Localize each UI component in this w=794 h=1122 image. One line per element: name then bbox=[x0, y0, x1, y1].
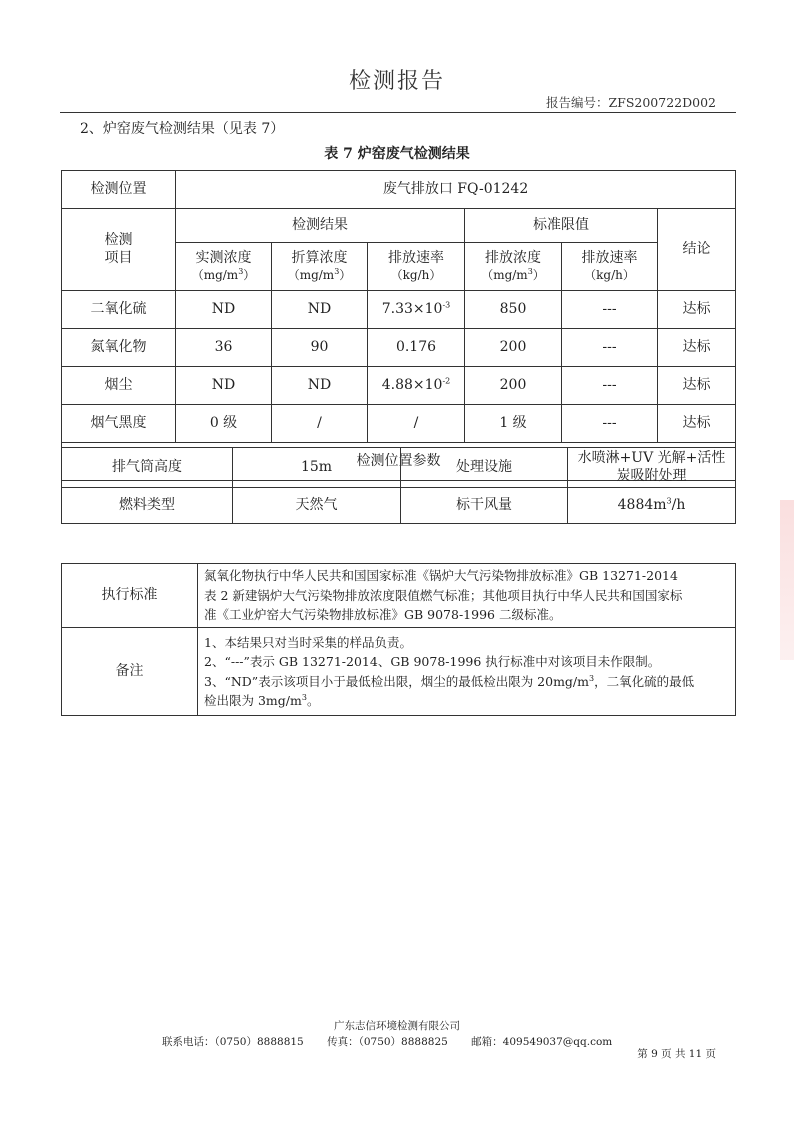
fuel-value: 天然气 bbox=[233, 488, 401, 524]
footer-contact bbox=[162, 1034, 632, 1049]
airflow-label: 标干风量 bbox=[401, 488, 568, 524]
col-limit-conc-header: 排放浓度 $(mg/m^3)$ bbox=[465, 243, 562, 291]
report-number: 报告编号：ZFS200722D002 bbox=[545, 95, 716, 110]
remarks-text: 1、本结果只对当时采集的样品负责。 2、“---”表示 GB 13271-2014、GB 9078-1996 执行标准中对该项目未作限制。 3、“ND”表示该项目小于最低检出限，烟尘的最低检出限为 $20mg/m^3$，二氧化硫的最低 检出限为 $3mg/m^3$。 bbox=[198, 628, 736, 716]
footer-fax: 传真：（0750）8888825 bbox=[327, 1036, 448, 1048]
table-caption: 表 7 炉窑废气检测结果 bbox=[324, 146, 470, 162]
stack-height-label: 排气筒高度 bbox=[62, 448, 233, 488]
seal-stamp bbox=[780, 500, 794, 660]
conclusion-header: 结论 bbox=[658, 209, 736, 291]
table-row: 氮氧化物 36 90 0.176 200 --- 达标 bbox=[62, 329, 736, 367]
col-rate-header: 排放速率 （kg/h） bbox=[368, 243, 465, 291]
limits-header: 标准限值 bbox=[465, 209, 658, 243]
col-converted-header: 折算浓度 $(mg/m^3)$ bbox=[272, 243, 368, 291]
params-table bbox=[61, 447, 736, 524]
stack-height-value: 15m bbox=[233, 448, 401, 488]
location-value: 废气排放口 FQ-01242 bbox=[176, 171, 736, 209]
table-row: 二氧化硫 ND ND $7.33\times 10^{-3}$ 850 --- 达标 bbox=[62, 291, 736, 329]
footer-phone: 联系电话：（0750）8888815 bbox=[162, 1036, 304, 1048]
standard-text: 氮氧化物执行中华人民共和国国家标准《锅炉大气污染物排放标准》GB 13271-2014 表 2 新建锅炉大气污染物排放浓度限值燃气标准；其他项目执行中华人民共和国国家标 准《工业炉窑大气污染物排放标准》GB 9078-1996 二级标准。 bbox=[198, 564, 736, 628]
treatment-value: 水喷淋+UV 光解+活性 炭吸附处理 bbox=[568, 448, 736, 488]
report-title: 检测报告 bbox=[348, 69, 445, 94]
col-measured-header: 实测浓度 $(mg/m^3)$ bbox=[176, 243, 272, 291]
table-row: 烟气黑度 0 级 / / 1 级 --- 达标 bbox=[62, 405, 736, 443]
results-header: 检测结果 bbox=[176, 209, 465, 243]
remarks-label: 备注 bbox=[62, 628, 198, 716]
page-number: 第 9 页 共 11 页 bbox=[637, 1048, 716, 1060]
item-header: 检测 项目 bbox=[62, 209, 176, 291]
col-limit-rate-header: 排放速率 （kg/h） bbox=[562, 243, 658, 291]
results-table bbox=[61, 170, 736, 481]
table-row: 烟尘 ND ND $4.88\times 10^{-2}$ 200 --- 达标 bbox=[62, 367, 736, 405]
treatment-label: 处理设施 bbox=[401, 448, 568, 488]
header-divider bbox=[60, 112, 736, 113]
airflow-value: $4884m^3/h$ bbox=[568, 488, 736, 524]
standard-label: 执行标准 bbox=[62, 564, 198, 628]
fuel-label: 燃料类型 bbox=[62, 488, 233, 524]
footer-company: 广东志信环境检测有限公司 bbox=[334, 1020, 460, 1032]
location-label: 检测位置 bbox=[62, 171, 176, 209]
footer-email: 邮箱：409549037@qq.com bbox=[471, 1036, 613, 1048]
params-title: 检测位置参数 bbox=[62, 443, 736, 481]
section-title: 2、炉窑废气检测结果（见表 7） bbox=[80, 121, 285, 137]
notes-table bbox=[61, 563, 736, 716]
